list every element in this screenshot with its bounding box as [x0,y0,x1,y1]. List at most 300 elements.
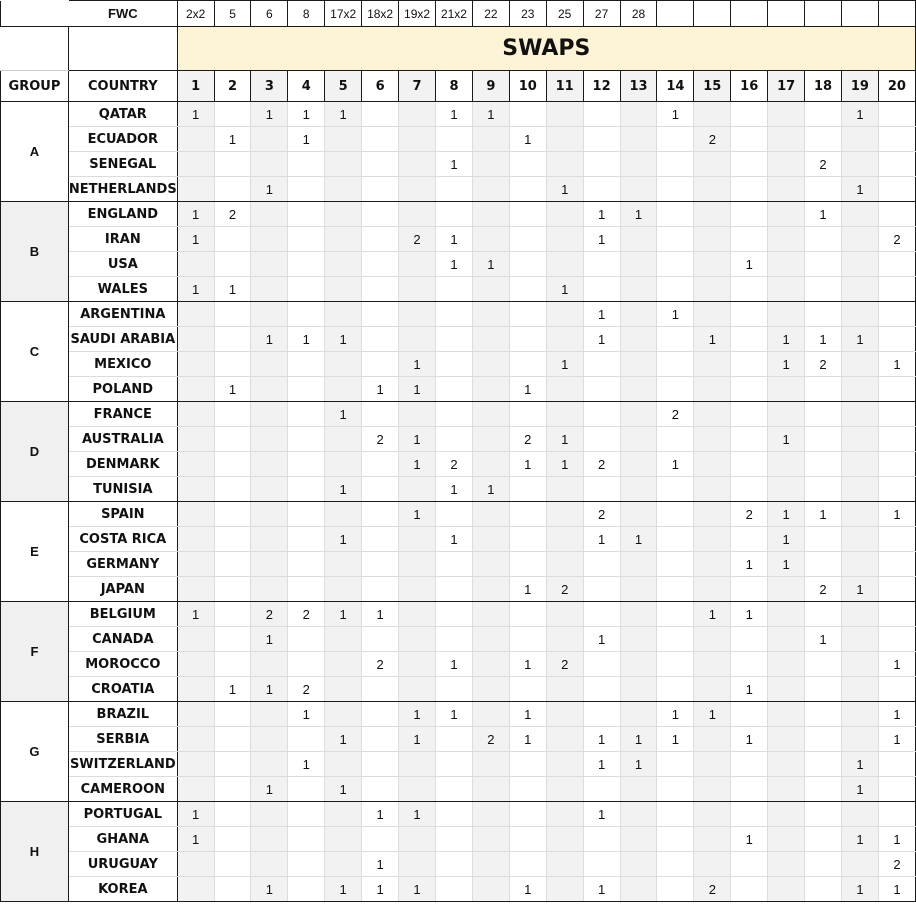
swap-cell[interactable] [177,352,214,377]
swap-cell[interactable] [583,252,620,277]
swap-cell[interactable] [694,227,731,252]
swap-cell[interactable] [878,277,915,302]
swap-cell[interactable] [657,277,694,302]
swap-cell[interactable] [878,127,915,152]
swap-cell[interactable] [694,852,731,877]
swap-cell[interactable]: 1 [657,102,694,127]
swap-cell[interactable] [731,377,768,402]
swap-cell[interactable] [694,427,731,452]
group-label[interactable]: C [1,302,69,402]
swap-cell[interactable] [583,377,620,402]
swap-cell[interactable] [509,777,546,802]
swap-cell[interactable]: 2 [546,652,583,677]
swap-cell[interactable]: 2 [251,602,288,627]
swap-cell[interactable] [509,352,546,377]
swap-cell[interactable] [620,177,657,202]
swap-cell[interactable] [472,427,509,452]
swap-cell[interactable] [768,402,805,427]
swap-cell[interactable] [657,377,694,402]
swap-cell[interactable] [620,402,657,427]
swap-cell[interactable] [546,702,583,727]
swap-cell[interactable] [288,552,325,577]
swap-cell[interactable] [288,502,325,527]
swap-cell[interactable]: 2 [214,202,251,227]
swap-cell[interactable]: 1 [399,877,436,902]
swap-cell[interactable] [251,502,288,527]
swap-cell[interactable] [399,552,436,577]
swap-cell[interactable] [509,302,546,327]
swap-cell[interactable] [177,552,214,577]
fwc-cell[interactable] [768,1,805,27]
swap-cell[interactable] [362,727,399,752]
swap-cell[interactable]: 1 [657,302,694,327]
swap-cell[interactable] [805,677,842,702]
swap-cell[interactable] [841,702,878,727]
swap-cell[interactable]: 1 [583,802,620,827]
swap-cell[interactable]: 1 [399,377,436,402]
swap-cell[interactable] [620,102,657,127]
swap-cell[interactable] [768,377,805,402]
swap-cell[interactable] [436,602,473,627]
group-label[interactable]: F [1,602,69,702]
swap-cell[interactable] [399,302,436,327]
swap-cell[interactable] [694,252,731,277]
swap-cell[interactable]: 1 [325,102,362,127]
swap-cell[interactable]: 1 [583,227,620,252]
swap-cell[interactable] [362,402,399,427]
swap-cell[interactable] [546,377,583,402]
swap-cell[interactable] [177,677,214,702]
swap-cell[interactable] [177,252,214,277]
swap-cell[interactable]: 1 [583,727,620,752]
swap-cell[interactable]: 1 [472,252,509,277]
swap-cell[interactable] [620,427,657,452]
swap-cell[interactable] [214,102,251,127]
swap-cell[interactable] [620,677,657,702]
swap-cell[interactable]: 1 [731,252,768,277]
swap-cell[interactable]: 1 [399,352,436,377]
swap-cell[interactable] [768,727,805,752]
swap-cell[interactable] [805,827,842,852]
swap-cell[interactable] [805,252,842,277]
swap-cell[interactable] [694,777,731,802]
swap-cell[interactable] [583,577,620,602]
swap-cell[interactable] [620,852,657,877]
swap-cell[interactable] [436,802,473,827]
swap-cell[interactable] [436,352,473,377]
swap-cell[interactable] [620,127,657,152]
swap-cell[interactable] [436,202,473,227]
swap-cell[interactable] [251,352,288,377]
swap-cell[interactable] [399,402,436,427]
swap-cell[interactable]: 1 [436,527,473,552]
swap-cell[interactable]: 1 [546,277,583,302]
swap-cell[interactable] [731,427,768,452]
swap-cell[interactable] [768,677,805,702]
swap-cell[interactable] [841,602,878,627]
swap-cell[interactable] [177,777,214,802]
swap-cell[interactable]: 1 [472,102,509,127]
swap-cell[interactable] [583,852,620,877]
swap-cell[interactable] [177,477,214,502]
swap-cell[interactable] [546,327,583,352]
swap-cell[interactable] [472,852,509,877]
swap-cell[interactable] [878,627,915,652]
swap-cell[interactable] [288,427,325,452]
swap-cell[interactable] [878,402,915,427]
swap-cell[interactable] [731,852,768,877]
swap-cell[interactable] [878,552,915,577]
swap-cell[interactable] [251,852,288,877]
swap-cell[interactable]: 2 [362,427,399,452]
swap-cell[interactable] [657,852,694,877]
swap-cell[interactable] [472,402,509,427]
swap-cell[interactable] [288,252,325,277]
swap-cell[interactable] [436,727,473,752]
swap-cell[interactable] [214,827,251,852]
swap-cell[interactable] [362,252,399,277]
swap-cell[interactable]: 1 [177,102,214,127]
swap-cell[interactable]: 1 [546,177,583,202]
swap-cell[interactable]: 1 [768,352,805,377]
swap-cell[interactable] [214,402,251,427]
swap-cell[interactable] [288,827,325,852]
swap-cell[interactable]: 1 [878,877,915,902]
swap-cell[interactable] [325,677,362,702]
swap-cell[interactable] [657,652,694,677]
swap-cell[interactable] [214,477,251,502]
swap-cell[interactable]: 1 [288,127,325,152]
swap-cell[interactable]: 1 [620,527,657,552]
swap-cell[interactable]: 1 [841,827,878,852]
swap-cell[interactable] [657,527,694,552]
country-name[interactable]: SPAIN [68,502,177,527]
swap-cell[interactable] [472,677,509,702]
swap-cell[interactable] [620,652,657,677]
swap-cell[interactable] [251,227,288,252]
country-name[interactable]: PORTUGAL [68,802,177,827]
swap-cell[interactable] [657,252,694,277]
swap-cell[interactable]: 1 [731,727,768,752]
swap-cell[interactable]: 1 [436,652,473,677]
swap-cell[interactable] [214,727,251,752]
swap-cell[interactable] [731,802,768,827]
swap-cell[interactable] [878,752,915,777]
swap-cell[interactable] [546,752,583,777]
swap-cell[interactable]: 1 [288,752,325,777]
swap-cell[interactable] [583,827,620,852]
swap-cell[interactable] [657,152,694,177]
swap-cell[interactable]: 2 [583,452,620,477]
swap-cell[interactable] [878,252,915,277]
fwc-cell[interactable]: 6 [251,1,288,27]
swap-cell[interactable] [362,677,399,702]
swap-cell[interactable] [731,627,768,652]
swap-cell[interactable] [362,577,399,602]
swap-cell[interactable] [878,602,915,627]
swap-cell[interactable] [509,152,546,177]
swap-cell[interactable] [805,752,842,777]
swap-cell[interactable] [472,502,509,527]
swap-cell[interactable] [362,552,399,577]
swap-cell[interactable] [288,277,325,302]
swap-cell[interactable] [325,177,362,202]
swap-cell[interactable] [694,577,731,602]
swap-cell[interactable] [841,677,878,702]
swap-cell[interactable] [583,677,620,702]
swap-cell[interactable] [177,427,214,452]
country-name[interactable]: CANADA [68,627,177,652]
swap-cell[interactable] [177,627,214,652]
swap-cell[interactable] [768,102,805,127]
swap-cell[interactable] [546,402,583,427]
swap-cell[interactable] [436,127,473,152]
swap-cell[interactable] [694,827,731,852]
swap-cell[interactable] [472,877,509,902]
swap-cell[interactable] [214,877,251,902]
swap-cell[interactable] [583,552,620,577]
swap-cell[interactable] [399,102,436,127]
swap-cell[interactable] [288,527,325,552]
swap-cell[interactable] [509,602,546,627]
swap-cell[interactable] [694,402,731,427]
country-name[interactable]: SENEGAL [68,152,177,177]
swap-cell[interactable] [657,802,694,827]
swap-cell[interactable]: 1 [436,152,473,177]
swap-cell[interactable]: 1 [583,877,620,902]
swap-cell[interactable] [841,402,878,427]
swap-cell[interactable]: 2 [436,452,473,477]
swap-cell[interactable] [251,377,288,402]
swap-cell[interactable] [768,827,805,852]
swap-cell[interactable] [657,127,694,152]
fwc-cell[interactable] [878,1,915,27]
swap-cell[interactable] [657,327,694,352]
swap-cell[interactable]: 1 [657,702,694,727]
swap-cell[interactable] [657,627,694,652]
swap-cell[interactable]: 1 [251,877,288,902]
swap-cell[interactable]: 1 [878,702,915,727]
swap-cell[interactable] [509,852,546,877]
swap-cell[interactable] [436,327,473,352]
swap-cell[interactable] [841,377,878,402]
swap-cell[interactable]: 1 [805,202,842,227]
swap-cell[interactable] [362,102,399,127]
swap-cell[interactable] [362,202,399,227]
fwc-label[interactable]: FWC [68,1,177,27]
swap-cell[interactable] [251,402,288,427]
swap-cell[interactable] [509,827,546,852]
swap-cell[interactable] [841,802,878,827]
swap-cell[interactable] [177,702,214,727]
country-name[interactable]: URUGUAY [68,852,177,877]
swap-cell[interactable] [841,352,878,377]
swap-cell[interactable] [399,852,436,877]
swap-cell[interactable] [251,427,288,452]
swap-cell[interactable] [841,127,878,152]
swap-cell[interactable] [288,352,325,377]
swap-cell[interactable] [251,802,288,827]
country-name[interactable]: GERMANY [68,552,177,577]
swap-cell[interactable]: 1 [325,602,362,627]
swap-cell[interactable]: 1 [214,677,251,702]
swap-cell[interactable] [657,877,694,902]
swap-cell[interactable]: 1 [878,652,915,677]
swap-cell[interactable]: 1 [436,477,473,502]
swap-cell[interactable] [657,752,694,777]
swap-cell[interactable] [694,652,731,677]
country-name[interactable]: IRAN [68,227,177,252]
swap-cell[interactable] [472,302,509,327]
swap-cell[interactable]: 1 [177,802,214,827]
swap-cell[interactable]: 2 [509,427,546,452]
swap-cell[interactable] [214,327,251,352]
fwc-cell[interactable]: 5 [214,1,251,27]
swap-cell[interactable] [177,377,214,402]
swap-cell[interactable] [251,302,288,327]
swap-cell[interactable]: 1 [583,527,620,552]
swap-cell[interactable] [214,777,251,802]
swap-cell[interactable] [805,377,842,402]
swap-cell[interactable] [546,477,583,502]
country-name[interactable]: BELGIUM [68,602,177,627]
swap-cell[interactable] [509,477,546,502]
swap-cell[interactable] [657,677,694,702]
fwc-cell[interactable] [694,1,731,27]
country-name[interactable]: SWITZERLAND [68,752,177,777]
swap-cell[interactable] [583,652,620,677]
swap-cell[interactable]: 1 [251,327,288,352]
swap-cell[interactable] [325,202,362,227]
swap-cell[interactable] [214,252,251,277]
fwc-cell[interactable]: 23 [509,1,546,27]
swap-cell[interactable] [731,752,768,777]
swap-cell[interactable]: 1 [214,377,251,402]
swap-cell[interactable] [694,277,731,302]
swap-cell[interactable] [362,452,399,477]
swap-cell[interactable]: 1 [878,827,915,852]
swap-cell[interactable] [214,502,251,527]
swap-cell[interactable] [583,102,620,127]
swap-cell[interactable] [509,177,546,202]
swap-cell[interactable] [399,652,436,677]
swap-cell[interactable] [362,702,399,727]
swap-cell[interactable] [362,477,399,502]
swap-cell[interactable] [436,502,473,527]
swap-cell[interactable] [177,402,214,427]
swap-cell[interactable]: 1 [288,327,325,352]
swap-cell[interactable] [841,427,878,452]
swap-cell[interactable] [731,227,768,252]
swap-cell[interactable]: 1 [251,777,288,802]
country-name[interactable]: WALES [68,277,177,302]
swap-cell[interactable] [620,602,657,627]
swap-cell[interactable]: 1 [583,627,620,652]
swap-cell[interactable]: 1 [399,802,436,827]
swap-cell[interactable] [509,402,546,427]
swap-cell[interactable] [325,227,362,252]
swap-cell[interactable] [620,627,657,652]
fwc-cell[interactable]: 27 [583,1,620,27]
swap-cell[interactable] [509,252,546,277]
swap-cell[interactable] [214,802,251,827]
swap-cell[interactable]: 2 [694,877,731,902]
swap-cell[interactable]: 1 [251,177,288,202]
swap-cell[interactable] [620,577,657,602]
swap-cell[interactable] [251,727,288,752]
swap-cell[interactable]: 2 [805,352,842,377]
swap-cell[interactable] [620,877,657,902]
swap-cell[interactable]: 1 [731,602,768,627]
swap-cell[interactable] [288,227,325,252]
swap-cell[interactable] [399,777,436,802]
swap-cell[interactable] [288,777,325,802]
country-name[interactable]: JAPAN [68,577,177,602]
swap-cell[interactable] [768,452,805,477]
swap-cell[interactable]: 1 [288,102,325,127]
swap-cell[interactable]: 1 [546,452,583,477]
swap-cell[interactable]: 1 [436,227,473,252]
swap-cell[interactable]: 1 [768,502,805,527]
swap-cell[interactable] [399,752,436,777]
fwc-cell[interactable] [841,1,878,27]
swap-cell[interactable] [288,477,325,502]
swap-cell[interactable] [694,502,731,527]
swap-cell[interactable] [288,402,325,427]
swap-cell[interactable] [472,827,509,852]
swap-cell[interactable] [841,502,878,527]
swap-cell[interactable] [214,152,251,177]
swap-cell[interactable] [399,277,436,302]
swap-cell[interactable] [878,527,915,552]
swap-cell[interactable] [251,652,288,677]
swap-cell[interactable] [325,577,362,602]
swap-cell[interactable] [620,227,657,252]
country-name[interactable]: NETHERLANDS [68,177,177,202]
swap-cell[interactable] [546,152,583,177]
swap-cell[interactable] [288,452,325,477]
swap-cell[interactable] [362,352,399,377]
swap-cell[interactable] [214,227,251,252]
swap-cell[interactable] [546,227,583,252]
swap-cell[interactable] [694,102,731,127]
fwc-cell[interactable]: 2x2 [177,1,214,27]
swap-cell[interactable] [731,302,768,327]
swap-cell[interactable] [805,777,842,802]
swap-cell[interactable] [177,327,214,352]
swap-cell[interactable] [509,677,546,702]
swap-cell[interactable] [325,627,362,652]
swap-cell[interactable]: 1 [509,452,546,477]
swap-cell[interactable]: 1 [251,677,288,702]
swap-cell[interactable] [325,252,362,277]
swap-cell[interactable] [841,852,878,877]
swap-cell[interactable] [694,302,731,327]
swap-cell[interactable] [657,502,694,527]
swap-cell[interactable] [177,302,214,327]
swap-cell[interactable] [399,152,436,177]
swap-cell[interactable]: 1 [768,527,805,552]
swap-cell[interactable] [694,527,731,552]
swap-cell[interactable] [362,152,399,177]
swap-cell[interactable]: 1 [657,727,694,752]
swap-cell[interactable]: 1 [509,652,546,677]
swap-cell[interactable]: 1 [841,752,878,777]
swap-cell[interactable] [362,502,399,527]
swap-cell[interactable] [841,652,878,677]
swap-cell[interactable]: 1 [177,227,214,252]
swap-cell[interactable] [731,477,768,502]
